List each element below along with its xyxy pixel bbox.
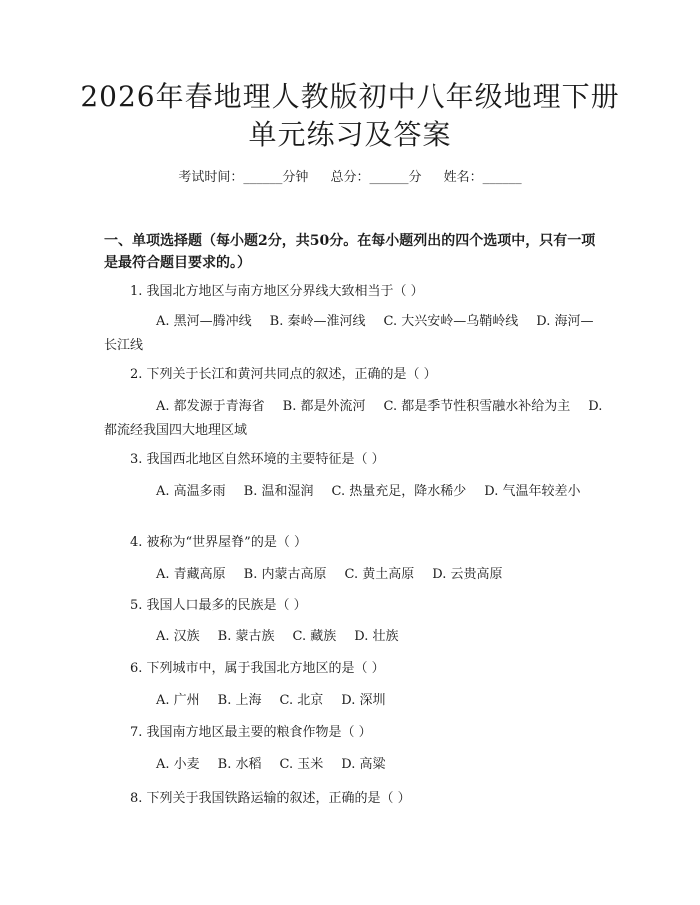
question-2-options (104, 395, 604, 443)
option-b: B. 蒙古族 (217, 629, 275, 644)
question-4-options (104, 563, 604, 587)
option-d: D. 高粱 (341, 757, 386, 772)
question-3-options (104, 480, 604, 504)
option-b: B. 秦岭—淮河线 (269, 314, 366, 329)
option-b: B. 都是外流河 (282, 399, 366, 414)
option-d: D. 壮族 (354, 629, 399, 644)
exam-name: 姓名：______ (443, 170, 522, 185)
question-1: 1. 我国北方地区与南方地区分界线大致相当于（ ） (130, 284, 424, 299)
option-a: A. 广州 (156, 693, 200, 708)
option-d: D. 气温年较差小 (484, 484, 581, 499)
question-5-options (104, 625, 604, 649)
exam-score: 总分：______分 (330, 170, 422, 185)
option-d: D. 都流经我国四大地理区域 (104, 399, 603, 438)
option-a: A. 汉族 (156, 629, 200, 644)
question-6-options (104, 689, 604, 713)
option-a: A. 都发源于青海省 (156, 399, 265, 414)
question-3: 3. 我国西北地区自然环境的主要特征是（ ） (130, 452, 385, 467)
option-c: C. 北京 (279, 693, 324, 708)
option-d: D. 深圳 (341, 693, 386, 708)
option-a: A. 黑河—腾冲线 (156, 314, 252, 329)
option-c: C. 藏族 (292, 629, 337, 644)
option-a: A. 高温多雨 (156, 484, 226, 499)
option-c: C. 黄土高原 (344, 567, 415, 582)
option-b: B. 水稻 (217, 757, 262, 772)
option-b: B. 内蒙古高原 (243, 567, 327, 582)
question-1-options (104, 310, 604, 358)
option-c: C. 热量充足，降水稀少 (331, 484, 467, 499)
option-a: A. 青藏高原 (156, 567, 226, 582)
question-2: 2. 下列关于长江和黄河共同点的叙述，正确的是（ ） (130, 367, 437, 382)
question-4: 4. 被称为“世界屋脊”的是（ ） (130, 535, 307, 550)
option-c: C. 大兴安岭—乌鞘岭线 (383, 314, 519, 329)
question-6: 6. 下列城市中，属于我国北方地区的是（ ） (130, 661, 385, 676)
question-8: 8. 下列关于我国铁路运输的叙述，正确的是（ ） (130, 791, 411, 806)
section-heading: 一、单项选择题（每小题2分，共50分。在每小题列出的四个选项中，只有一项是最符合题目要求的。） (104, 233, 596, 271)
page-title: 2026年春地理人教版初中八年级地理下册单元练习及答案 (80, 80, 620, 151)
question-7: 7. 我国南方地区最主要的粮食作物是（ ） (130, 725, 372, 740)
exam-time: 考试时间：______分钟 (178, 170, 309, 185)
option-b: B. 温和湿润 (243, 484, 314, 499)
option-b: B. 上海 (217, 693, 262, 708)
option-d: D. 云贵高原 (432, 567, 503, 582)
option-d: D. 海河—长江线 (104, 314, 594, 353)
exam-info (0, 168, 700, 188)
option-a: A. 小麦 (156, 757, 200, 772)
option-c: C. 玉米 (279, 757, 324, 772)
question-7-options (104, 753, 604, 777)
question-5: 5. 我国人口最多的民族是（ ） (130, 598, 307, 613)
option-c: C. 都是季节性积雪融水补给为主 (383, 399, 571, 414)
